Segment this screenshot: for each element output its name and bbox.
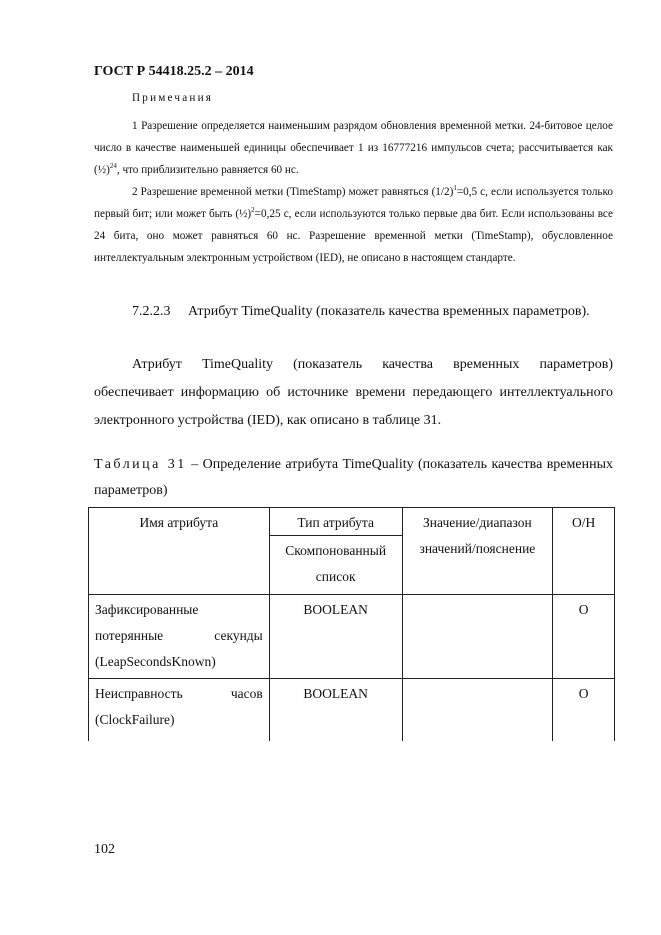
row-1-name: Зафиксированные потерянные секунды (LeapSecondsKnown) [95,602,263,669]
row-1-type: BOOLEAN [303,602,368,617]
note-1 [94,115,613,181]
table-row [89,595,615,679]
note-2-text-a: 2 Разрешение временной метки (TimeStamp) может равняться (1/2) [132,186,454,198]
note-2-text-b: =0,5 с, если используется только первый бит; или может быть (½) [94,186,613,220]
row-2-name-cell [89,679,270,742]
header-cell-type [269,508,402,595]
note-2-text-c: =0,25 с, если используются только первые два бит. Если использованы все 24 бита, оно может равняться 60 нс. Разрешение временной метки (TimeStamp), обусловленное интеллектуальным электронным устройством (IED), не описано в настоящем стандарте. [94,208,613,264]
row-1-type-cell [269,595,402,679]
note-1-exponent: 24 [109,162,117,170]
row-1-om: О [578,602,589,617]
row-1-value [403,595,553,597]
table-caption-text: – Определение атрибута TimeQuality (показатель качества временных параметров) [94,457,613,498]
header-cell-name [89,508,270,595]
table-header-row [89,508,615,595]
page-number: 102 [94,842,115,857]
attribute-table [88,507,615,741]
row-2-name: Неисправность часов (ClockFailure) [95,686,263,727]
row-2-om: О [578,686,589,701]
row-1-om-cell [553,595,615,679]
header-value: Значение/диапазон значений/пояснение [419,515,536,556]
note-1-text-b: , что приблизительно равняется 60 нс. [116,164,299,176]
table-caption-label: Таблица 31 [94,457,187,472]
table-caption [94,452,613,504]
row-1-name-cell [89,595,270,679]
section-number: 7.2.2.3 [132,304,171,319]
note-1-text-a: 1 Разрешение определяется наименьшим разрядом обновления временной метки. 24-битовое целое число в качестве наименьшей единицы обеспечивает 1 из 16777216 импульсов счета; рассчитывается как (½) [94,120,613,176]
notes-title: Примечания [132,92,214,104]
row-2-om-cell [553,679,615,742]
section-heading [94,299,613,325]
note-2-exponent-1: 1 [453,184,457,192]
body-paragraph: Атрибут TimeQuality (показатель качества временных параметров) обеспечивает информацию об источнике времени передающего интеллектуального электронного устройства (IED), как описано в таблице 31. [94,357,613,428]
header-type-sub: Скомпонованный список [270,535,402,594]
row-2-type-cell [269,679,402,742]
section-heading-text: Атрибут TimeQuality (показатель качества временных параметров). [188,304,590,319]
document-header: ГОСТ Р 54418.25.2 – 2014 [94,64,254,79]
row-2-value-cell [402,679,553,742]
row-2-value [403,679,553,681]
header-cell-value [402,508,553,595]
header-type: Тип атрибута [297,515,374,530]
table-row [89,679,615,742]
note-2 [94,181,613,269]
header-cell-om [553,508,615,595]
header-om: О/Н [571,515,596,530]
note-2-exponent-2: 2 [251,206,255,214]
row-2-type: BOOLEAN [303,686,368,701]
row-1-value-cell [402,595,553,679]
header-name: Имя атрибута [139,515,219,530]
